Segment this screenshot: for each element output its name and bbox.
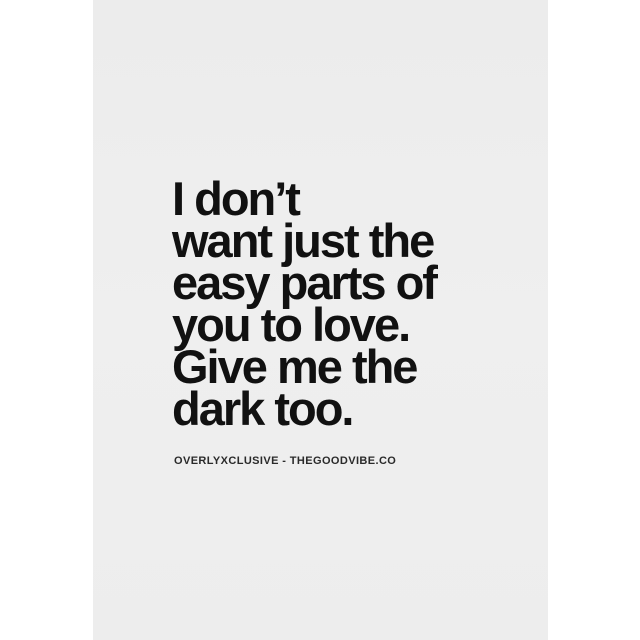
quote-text [172, 172, 502, 435]
quote-line: dark too. [172, 382, 353, 435]
quote-line: I don’t [172, 172, 299, 225]
quote-line: want just the [172, 214, 434, 267]
quote-line: Give me the [172, 340, 417, 393]
quote-line: easy parts of [172, 256, 436, 309]
quote-line: you to love. [172, 298, 410, 351]
source-credit: OVERLYXCLUSIVE - THEGOODVIBE.CO [174, 455, 397, 467]
